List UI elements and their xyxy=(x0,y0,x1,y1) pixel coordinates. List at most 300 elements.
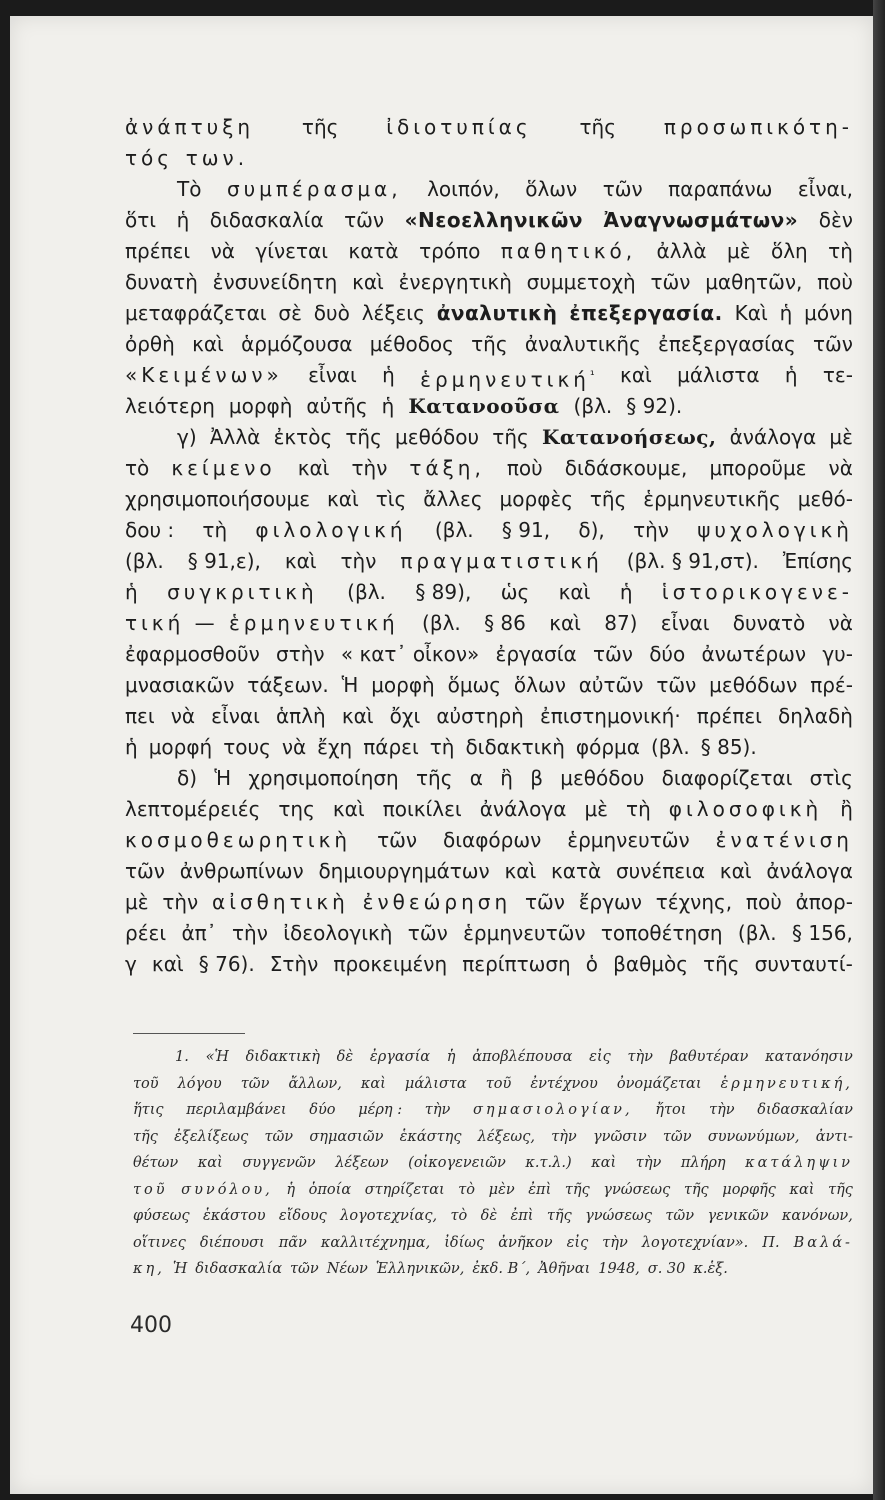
word: 87) xyxy=(604,611,638,635)
word: διαφόρων xyxy=(443,828,542,852)
footnote-word: τοῦ xyxy=(133,1075,159,1092)
word: τὴ xyxy=(626,797,651,821)
footnote-word: Ἀθῆναι xyxy=(538,1261,591,1277)
word: ἀπορ- xyxy=(795,890,853,914)
word: ἐργασία xyxy=(495,642,577,666)
word: φιλολογική xyxy=(255,518,407,542)
word: τῆς xyxy=(492,425,529,449)
word: τάξη, xyxy=(409,456,485,480)
word: τῶν xyxy=(524,890,565,914)
word: ἡ xyxy=(382,363,395,387)
footnote-word: ἐπὶ xyxy=(510,1208,534,1224)
page-number: 400 xyxy=(130,1313,172,1338)
word: δὲν xyxy=(818,208,853,232)
footnote-word: διδακτικὴ xyxy=(245,1049,320,1065)
word: ἡ xyxy=(125,580,138,604)
word: § 156, xyxy=(792,921,853,945)
word: δυὸ xyxy=(313,301,350,325)
word: (βλ. § 91,στ). xyxy=(626,549,759,573)
word: προσωπικότη- xyxy=(663,115,853,139)
word: γίνεται xyxy=(255,239,328,263)
word: νὰ xyxy=(828,456,853,480)
word: ὅλων xyxy=(525,177,578,201)
word: ἀνάλογα xyxy=(766,859,853,883)
word: ρέει xyxy=(125,921,167,945)
word: τῶν xyxy=(344,208,385,232)
footnote-word: γενικῶν xyxy=(707,1208,769,1224)
word: της xyxy=(278,797,315,821)
footnote-word: ἐκδ. Β΄, xyxy=(472,1261,531,1277)
word: διδακτικὴ xyxy=(465,735,565,759)
word: κοσμοθεωρητικὴ xyxy=(125,828,352,852)
word: β xyxy=(530,766,543,790)
word: καὶ xyxy=(504,859,537,883)
text-line xyxy=(125,639,853,670)
word: καὶ xyxy=(297,456,330,480)
footnote-word: καὶ xyxy=(789,1181,815,1198)
word: συγκριτικὴ xyxy=(167,580,318,604)
word: τῶν xyxy=(407,921,448,945)
word: κείμενο xyxy=(171,456,276,480)
word: ἑρμηνευτῶν xyxy=(567,828,690,852)
text-line xyxy=(125,267,853,298)
footnote-word: λογοτεχνίας, xyxy=(340,1208,438,1224)
footnote-word: τῆς xyxy=(564,1181,590,1198)
word: πει xyxy=(125,704,155,728)
word: μέθοδος xyxy=(369,332,454,356)
word: συνέπεια xyxy=(615,859,706,883)
text-line xyxy=(125,112,853,143)
word: (βλ. xyxy=(347,580,386,604)
text-line xyxy=(125,391,853,422)
word: χρησιμοποίηση xyxy=(248,766,399,790)
word: χρησιμοποιήσουμε xyxy=(125,487,311,511)
word: § 85). xyxy=(700,735,757,759)
word: λοιπόν, xyxy=(427,177,500,201)
word: μόνη xyxy=(804,301,853,325)
word: τῆς xyxy=(579,115,616,139)
text-line xyxy=(125,608,853,639)
footnote-word: τὴν xyxy=(635,1155,662,1171)
word: δου : xyxy=(125,518,175,542)
footnote-word: πλήρη xyxy=(680,1155,726,1171)
footnote-word: τῶν xyxy=(240,1075,270,1092)
word: ἡ xyxy=(784,363,798,387)
text-line xyxy=(125,298,853,329)
text-line xyxy=(125,515,853,546)
word: ἔργων xyxy=(578,890,642,914)
word: τῆς xyxy=(416,766,453,790)
footnote-word: κανόνων, xyxy=(781,1208,853,1224)
word: (βλ. xyxy=(650,735,690,759)
footnote-word: τὸ xyxy=(458,1181,476,1198)
word: καὶ xyxy=(192,332,224,356)
text-line xyxy=(125,794,853,825)
word: § 92). xyxy=(626,394,683,418)
footnote-word: τὴν xyxy=(424,1102,451,1118)
text-line xyxy=(125,143,853,174)
text-line xyxy=(125,174,853,205)
word: τέχνης, xyxy=(655,890,733,914)
footnote-word: σημασιολογίαν, xyxy=(473,1102,633,1118)
word: (βλ. xyxy=(422,611,461,635)
word: ἡ xyxy=(381,394,395,418)
word: τὸ xyxy=(125,456,150,480)
word: (βλ. xyxy=(434,518,474,542)
footnote-word: τῶν xyxy=(264,1128,294,1145)
word: μορφὴ xyxy=(371,673,435,697)
word: τῆς xyxy=(345,425,382,449)
footnote-word: ἑκάστου xyxy=(202,1208,266,1224)
footnote-word: καὶ xyxy=(591,1155,617,1171)
footnote-word: ἑρμηνευτική, xyxy=(720,1075,853,1092)
word: τὴν xyxy=(162,890,199,914)
footnote-word: ἐντέχνου xyxy=(530,1075,598,1092)
word: «Κειμένων» xyxy=(125,363,283,387)
word: ἡ xyxy=(176,208,190,232)
word: καὶ xyxy=(352,270,384,294)
footnote-word: μέρη : xyxy=(358,1102,403,1118)
word: Τὸ xyxy=(177,177,202,201)
word: δ) xyxy=(177,766,198,790)
word: ἀνάλογα xyxy=(729,425,817,449)
footnote-word: διέπουσι xyxy=(199,1234,265,1251)
word: καὶ xyxy=(284,549,317,573)
word: λεπτομέρειές xyxy=(125,797,261,821)
footnote-word: εἴδους xyxy=(278,1208,327,1224)
text-line xyxy=(125,205,853,236)
text-line xyxy=(125,670,853,701)
word: ἀνάπτυξη xyxy=(125,115,255,139)
footnote-word: καὶ xyxy=(197,1155,223,1171)
word: παραπάνω xyxy=(668,177,773,201)
word: ἁρμόζουσα xyxy=(241,332,353,356)
footnote-word: τὴν xyxy=(709,1102,735,1118)
word: μὲ xyxy=(829,425,853,449)
footnote-line xyxy=(133,1256,853,1283)
footnote-word: ἐργασία xyxy=(369,1049,431,1065)
footnote-line xyxy=(133,1071,853,1098)
footnote-word: ὀνομάζεται xyxy=(616,1075,702,1092)
footnote-word: σημασιῶν xyxy=(309,1128,384,1145)
word: διδάσκουμε, xyxy=(564,456,688,480)
word: στὶς xyxy=(809,766,853,790)
footnote-line xyxy=(133,1203,853,1230)
footnote-word: περιλαμβάνει xyxy=(186,1102,287,1118)
word: ἀναλυτικῆς xyxy=(524,332,641,356)
footnote-word: κατάληψιν xyxy=(745,1155,853,1171)
footnote-word: δὲ xyxy=(480,1208,498,1224)
word: τῶν xyxy=(125,859,165,883)
word: μεθόδων xyxy=(709,673,798,697)
word: ἔχη xyxy=(317,735,353,759)
footnote-word: ἐπὶ xyxy=(528,1181,552,1198)
word: τῆς xyxy=(589,487,627,511)
word: τοποθέτηση xyxy=(600,921,723,945)
word: ὡς xyxy=(500,580,530,604)
footnote-word: οἵτινες xyxy=(133,1234,186,1251)
word: ὅτι xyxy=(125,208,157,232)
footnote-word: λέξεως, xyxy=(477,1128,535,1145)
word: αὐτῶν xyxy=(578,673,644,697)
bold-word: Κατανοοῦσα xyxy=(408,394,560,418)
footnote-word: τῶν xyxy=(290,1261,319,1277)
footnote-word: κη, xyxy=(133,1261,165,1277)
footnote-line xyxy=(133,1097,853,1124)
word: (βλ. xyxy=(573,394,613,418)
word: αὐτῆς xyxy=(306,394,368,418)
word: ὄχι xyxy=(389,704,421,728)
bold-word: Ἀναγνωσμάτων» xyxy=(603,208,799,232)
word: ὅλων xyxy=(513,673,566,697)
word: ἐκτὸς xyxy=(273,425,333,449)
word: συνταυτί- xyxy=(754,952,853,976)
text-line xyxy=(125,484,853,515)
word: εἶναι xyxy=(660,611,710,635)
word: δ), xyxy=(578,518,605,542)
footnote-word: ἀποβλέπουσα xyxy=(472,1049,573,1065)
word: ἐπιστημονική· xyxy=(539,704,681,728)
footnote-line xyxy=(133,1177,853,1204)
word: τρόπο xyxy=(419,239,481,263)
word: ἐνατένιση xyxy=(715,828,853,852)
word: προκειμένη xyxy=(333,952,448,976)
word: ὅλη xyxy=(770,239,808,263)
footnote-word: τῶν xyxy=(662,1128,692,1145)
word: τὴ xyxy=(202,518,228,542)
footnote-word: Π. xyxy=(762,1234,780,1251)
word: ὀρθὴ xyxy=(125,332,175,356)
footnote-word: Νέων xyxy=(326,1261,368,1277)
word: « κατ᾿ οἶκον» xyxy=(340,642,480,666)
word: ἰδιοτυπίας xyxy=(386,115,532,139)
word: τάξεων. xyxy=(247,673,329,697)
word: εἶναι, xyxy=(797,177,853,201)
word: μορφὴ xyxy=(228,394,293,418)
footnote-word: ἀντι- xyxy=(815,1128,853,1145)
footnote-word: στηρίζεται xyxy=(364,1181,445,1198)
word: ποὺ xyxy=(817,270,853,294)
footnote-word: ἄλλων, xyxy=(288,1075,342,1092)
footnote-word: τῶν xyxy=(665,1208,695,1224)
footnote-word: καλλιτέχνημα, xyxy=(320,1234,431,1251)
word: γυ- xyxy=(822,642,853,666)
text-line xyxy=(125,949,853,980)
word: συμμετοχὴ xyxy=(526,270,636,294)
footnote-word: μορφῆς xyxy=(722,1181,776,1198)
footnote-marker: ¹ xyxy=(589,368,595,382)
footnote-word: κ.ἑξ. xyxy=(693,1261,728,1277)
footnote-word: βαθυτέραν xyxy=(669,1049,749,1065)
word: γ xyxy=(125,952,137,976)
word: διαφορίζεται xyxy=(661,766,793,790)
footnote-word: τῆς xyxy=(133,1128,158,1145)
footnote-word: συγγενῶν xyxy=(242,1155,316,1171)
word: τὴν xyxy=(340,549,377,573)
word: τῆς xyxy=(703,952,740,976)
word: τῶν xyxy=(813,332,853,356)
word: παθητικό, xyxy=(500,239,637,263)
word: δύο xyxy=(649,642,686,666)
word: § 89), xyxy=(415,580,472,604)
footnote-word: λέξεων xyxy=(335,1155,389,1171)
footnotes xyxy=(133,1044,853,1283)
bold-word: ἀναλυτικὴ xyxy=(436,301,558,325)
word: ἢ xyxy=(500,766,513,790)
word: πραγματιστική xyxy=(400,549,603,573)
word: ἁπλὴ xyxy=(275,704,326,728)
word: καὶ xyxy=(719,859,752,883)
word: ψυχολογικὴ xyxy=(697,518,853,542)
word: τός xyxy=(125,146,174,170)
footnote-word: σ. 30 xyxy=(647,1261,686,1277)
word: τῆς xyxy=(471,332,508,356)
word: ἢ xyxy=(840,797,853,821)
word: μεθόδου xyxy=(395,425,480,449)
word: ἀνωτέρων xyxy=(701,642,807,666)
word: δηλαδὴ xyxy=(778,704,853,728)
word: πρέπει xyxy=(696,704,762,728)
word: καὶ xyxy=(327,487,359,511)
word: ἀνάλογα xyxy=(479,797,567,821)
footnote-word: γνώσεως xyxy=(603,1181,671,1198)
word: δυνατὸ xyxy=(732,611,806,635)
word: καὶ xyxy=(332,797,365,821)
text-line xyxy=(125,546,853,577)
word: φιλοσοφικὴ xyxy=(668,797,823,821)
word: γ) xyxy=(177,425,197,449)
footnote-word: τῆς xyxy=(828,1181,853,1198)
word: τῶν xyxy=(602,177,643,201)
word: διδασκαλία xyxy=(209,208,324,232)
word: μορφὲς xyxy=(499,487,573,511)
footnote-word: «Ἡ xyxy=(205,1049,229,1065)
word: τική — ἑρμηνευτική xyxy=(125,611,399,635)
footnote-word: λογοτεχνίαν». xyxy=(641,1234,749,1251)
word: νὰ xyxy=(281,735,307,759)
word: καὶ xyxy=(151,952,184,976)
word: μεθό- xyxy=(797,487,853,511)
word: τὶς xyxy=(375,487,407,511)
footnote-rule xyxy=(133,1033,245,1034)
word: ἀλλὰ xyxy=(656,239,707,263)
word: ἡ xyxy=(619,580,633,604)
footnote-word: συνόλου, xyxy=(181,1181,273,1198)
footnote-word: 1. xyxy=(175,1049,189,1065)
word: μεθόδου xyxy=(560,766,645,790)
word: καὶ xyxy=(558,580,591,604)
word: μποροῦμε xyxy=(709,456,807,480)
footnote-word: φύσεως xyxy=(133,1208,190,1224)
word: ἐνεργητικὴ xyxy=(398,270,512,294)
text-line xyxy=(125,236,853,267)
word: ἐφαρμοσθοῦν xyxy=(125,642,260,666)
word: κατὰ xyxy=(551,859,602,883)
footnote-word: Βαλά- xyxy=(793,1234,853,1251)
footnote-word: τῆς xyxy=(546,1208,572,1224)
word: ἑρμηνευτῶν xyxy=(463,921,586,945)
word: ἡ xyxy=(779,301,793,325)
footnote-word: τὴν xyxy=(551,1128,577,1145)
footnote-word: ἑκάστης xyxy=(399,1128,462,1145)
word: στὴν xyxy=(276,642,325,666)
footnote-word: θέτων xyxy=(133,1155,179,1171)
text-line xyxy=(125,825,853,856)
footnote-word: κατανόησιν xyxy=(765,1049,853,1065)
word: μνασιακῶν xyxy=(125,673,235,697)
word: ἑρμηνευτική xyxy=(420,367,590,392)
footnote-line xyxy=(133,1150,853,1177)
word: ἑρμηνευτικῆς xyxy=(643,487,781,511)
word: μαθητῶν, xyxy=(705,270,803,294)
word: τὴ xyxy=(429,735,455,759)
word: ποὺ xyxy=(506,456,543,480)
word: Στὴν xyxy=(269,952,319,976)
word: τὴν xyxy=(351,456,388,480)
footnote-word: διδασκαλία xyxy=(195,1261,283,1277)
word: φόρμα xyxy=(575,735,640,759)
footnote-word: ἀνῆκον xyxy=(498,1234,553,1251)
word: μεταφράζεται xyxy=(125,301,267,325)
word: καὶ xyxy=(620,363,652,387)
text-line xyxy=(125,701,853,732)
word: μὲ xyxy=(125,890,149,914)
word: τῶν xyxy=(650,270,691,294)
word: των. xyxy=(185,146,249,170)
footnote-word: γνώσεως xyxy=(585,1208,653,1224)
footnote-word: ἤτοι xyxy=(655,1102,687,1118)
footnote-word: δὲ xyxy=(336,1049,354,1065)
word: ἐνθεώρηση xyxy=(362,890,512,914)
word: νὰ xyxy=(170,704,196,728)
word: πρέ- xyxy=(810,673,853,697)
footnote-word: μάλιστα xyxy=(404,1075,467,1092)
word: μὲ xyxy=(584,797,608,821)
footnote-word: τὸ xyxy=(450,1208,468,1224)
footnote-word: συνωνύμων, xyxy=(707,1128,800,1145)
footnote-word: εἰς xyxy=(566,1234,589,1251)
word: τῶν xyxy=(656,673,697,697)
footnote-word: δύο xyxy=(309,1102,336,1118)
footnote-word: μὲν xyxy=(488,1181,515,1198)
word: σὲ xyxy=(278,301,302,325)
word: αἰσθητικὴ xyxy=(212,890,349,914)
word: ὅμως xyxy=(447,673,502,697)
word: μάλιστα xyxy=(677,363,760,387)
word: ἀνθρωπίνων xyxy=(179,859,304,883)
footnote-word: ἡ xyxy=(446,1049,456,1065)
footnote-word: 1948, xyxy=(598,1261,640,1277)
text-line xyxy=(125,577,853,608)
word: νὰ xyxy=(210,239,235,263)
word: α xyxy=(469,766,483,790)
word: ὁ xyxy=(585,952,599,976)
footnote-word: ὁποία xyxy=(308,1181,352,1198)
footnote-word: ἡ xyxy=(286,1181,296,1198)
footnote-word: πᾶν xyxy=(278,1234,307,1251)
word: λέξεις xyxy=(361,301,425,325)
text-line xyxy=(125,887,853,918)
text-line xyxy=(125,422,853,453)
word: λειότερη xyxy=(125,394,215,418)
word: ἐπεξεργασίας xyxy=(658,332,796,356)
bold-word: Κατανοήσεως, xyxy=(541,425,717,449)
body-text xyxy=(125,112,853,980)
word: εἶναι xyxy=(211,704,260,728)
word: τὴ xyxy=(828,239,853,263)
bold-word: ἐπεξεργασία. xyxy=(569,301,723,325)
word: ἄλλες xyxy=(423,487,483,511)
